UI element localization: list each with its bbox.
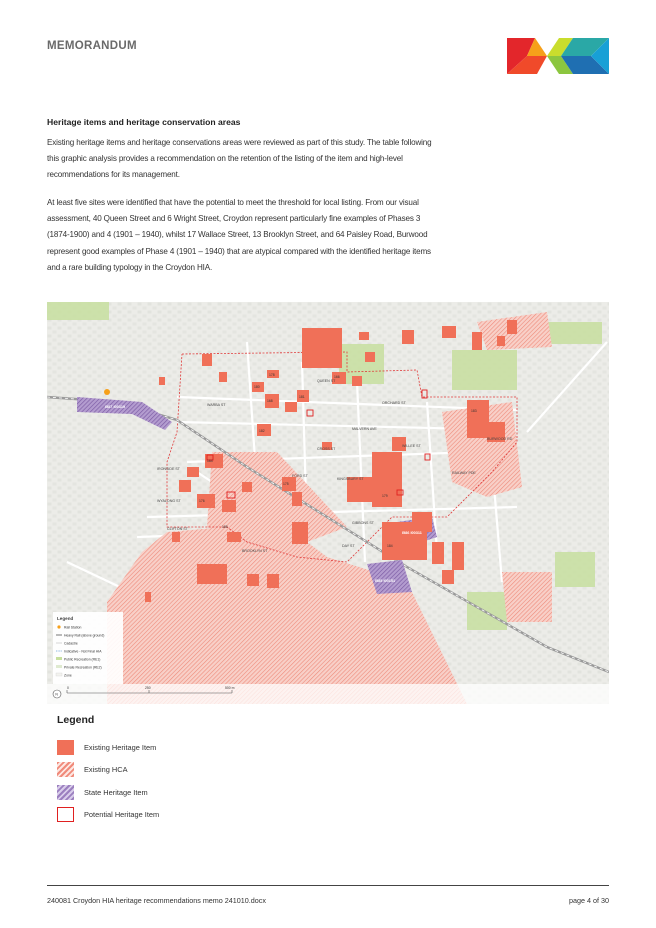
state-item-label: I585 I00151 bbox=[375, 579, 396, 583]
item-number: 179 bbox=[382, 494, 388, 498]
item-number: 180 bbox=[254, 385, 260, 389]
inner-legend-item: Public Recreation (RE1) bbox=[64, 657, 101, 662]
item-number: 175 bbox=[283, 482, 289, 486]
street-label: CLIFTON ST bbox=[167, 527, 188, 531]
map-legend bbox=[57, 714, 277, 826]
map-inner-legend bbox=[53, 612, 123, 684]
item-number: 183 bbox=[471, 409, 477, 413]
north-arrow-icon: N bbox=[55, 692, 58, 697]
street-label: MALVERN AVE bbox=[352, 427, 377, 431]
street-label: QUEEN ST bbox=[317, 379, 336, 383]
section-heading: Heritage items and heritage conservation areas bbox=[47, 117, 241, 127]
street-label: WYALONG ST bbox=[157, 499, 181, 503]
footer-page-number: page 4 of 30 bbox=[569, 896, 609, 905]
legend-item-state-heritage bbox=[57, 781, 277, 804]
legend-label: Potential Heritage Item bbox=[84, 810, 160, 820]
street-label: WARBA ST bbox=[207, 403, 226, 407]
paragraph-2: At least five sites were identified that have the potential to meet the threshold for local listing. From our visual assessment, 40 Queen Street and 6 Wright Street, Croydon represent particularly fine examples of Phases 3 (1874-1900) and 4 (1901 – 1940), whilst 17 Wallace Street, 13 Brooklyn Street, and 64 Paisley Road, Burwood represent good examples of Phase 4 (1901 – 1940) that are atypical compared with the identified heritage items and a rare building typology in the Croydon HIA. bbox=[47, 198, 431, 272]
item-number: 182 bbox=[259, 429, 265, 433]
inner-legend-item: Private Recreation (RE2) bbox=[64, 665, 102, 670]
item-number: 181 bbox=[299, 395, 305, 399]
footer-document-name: 240081 Croydon HIA heritage recommendations memo 241010.docx bbox=[47, 896, 266, 905]
state-item-label: I586 I00311 bbox=[402, 531, 422, 535]
item-number: 189 bbox=[222, 525, 228, 529]
footer-divider bbox=[47, 885, 609, 886]
street-label: WILLEE ST bbox=[402, 444, 421, 448]
item-number: 176 bbox=[199, 499, 205, 503]
scale-zero: 0 bbox=[67, 686, 69, 690]
legend-title: Legend bbox=[57, 714, 95, 726]
street-label: DAY ST bbox=[342, 544, 355, 548]
company-logo bbox=[507, 38, 609, 74]
item-number: 178 bbox=[269, 373, 275, 377]
legend-label: State Heritage Item bbox=[84, 787, 148, 797]
existing-hca-swatch bbox=[57, 762, 74, 777]
scale-end: 500 m bbox=[225, 686, 235, 690]
inner-legend-item: Indicative - Not Final HIA bbox=[64, 649, 102, 654]
street-label: BROOKLYN ST bbox=[242, 549, 268, 553]
legend-label: Existing HCA bbox=[84, 765, 128, 775]
potential-heritage-swatch bbox=[57, 807, 74, 822]
inner-legend-item: Cadastre bbox=[64, 641, 78, 646]
inner-legend-item: Zone bbox=[64, 673, 72, 678]
inner-legend-title: Legend bbox=[57, 616, 74, 621]
street-label: RAILWAY PDE bbox=[452, 471, 476, 475]
state-heritage-swatch bbox=[57, 785, 74, 800]
document-title: MEMORANDUM bbox=[47, 40, 137, 52]
scale-mid: 250 bbox=[145, 686, 151, 690]
state-item-label: I587 I00319 bbox=[105, 405, 126, 409]
legend-item-potential-heritage bbox=[57, 804, 277, 827]
item-number: 184 bbox=[387, 544, 393, 548]
item-number: 166 bbox=[334, 375, 340, 379]
inner-legend-item: Heavy Rail (above ground) bbox=[64, 633, 105, 638]
station-marker bbox=[104, 389, 110, 395]
legend-label: Existing Heritage Item bbox=[84, 742, 157, 752]
street-label: IRONSIDE ST bbox=[157, 467, 180, 471]
street-label: GIBBONS ST bbox=[352, 521, 374, 525]
street-label: BURWOOD RD bbox=[487, 437, 513, 441]
heritage-map bbox=[47, 302, 609, 704]
street-label: ORCHARD ST bbox=[382, 401, 406, 405]
street-label: FORD ST bbox=[292, 474, 308, 478]
item-number: 168 bbox=[267, 399, 273, 403]
item-number: 164 bbox=[207, 459, 213, 463]
paragraph-1: Existing heritage items and heritage conservations areas were reviewed as part of this study. The table following this graphic analysis provides a recommendation on the retention of the listing of the item and high-level recommendations for its management. bbox=[47, 138, 432, 180]
legend-item-existing-heritage bbox=[57, 736, 277, 759]
existing-heritage-swatch bbox=[57, 740, 74, 755]
street-label: CROSS ST bbox=[317, 447, 336, 451]
street-label: KINGSBURY ST bbox=[337, 477, 364, 481]
legend-item-existing-hca bbox=[57, 759, 277, 782]
map-scale bbox=[47, 684, 609, 704]
inner-legend-item: Rail Station bbox=[64, 625, 82, 630]
